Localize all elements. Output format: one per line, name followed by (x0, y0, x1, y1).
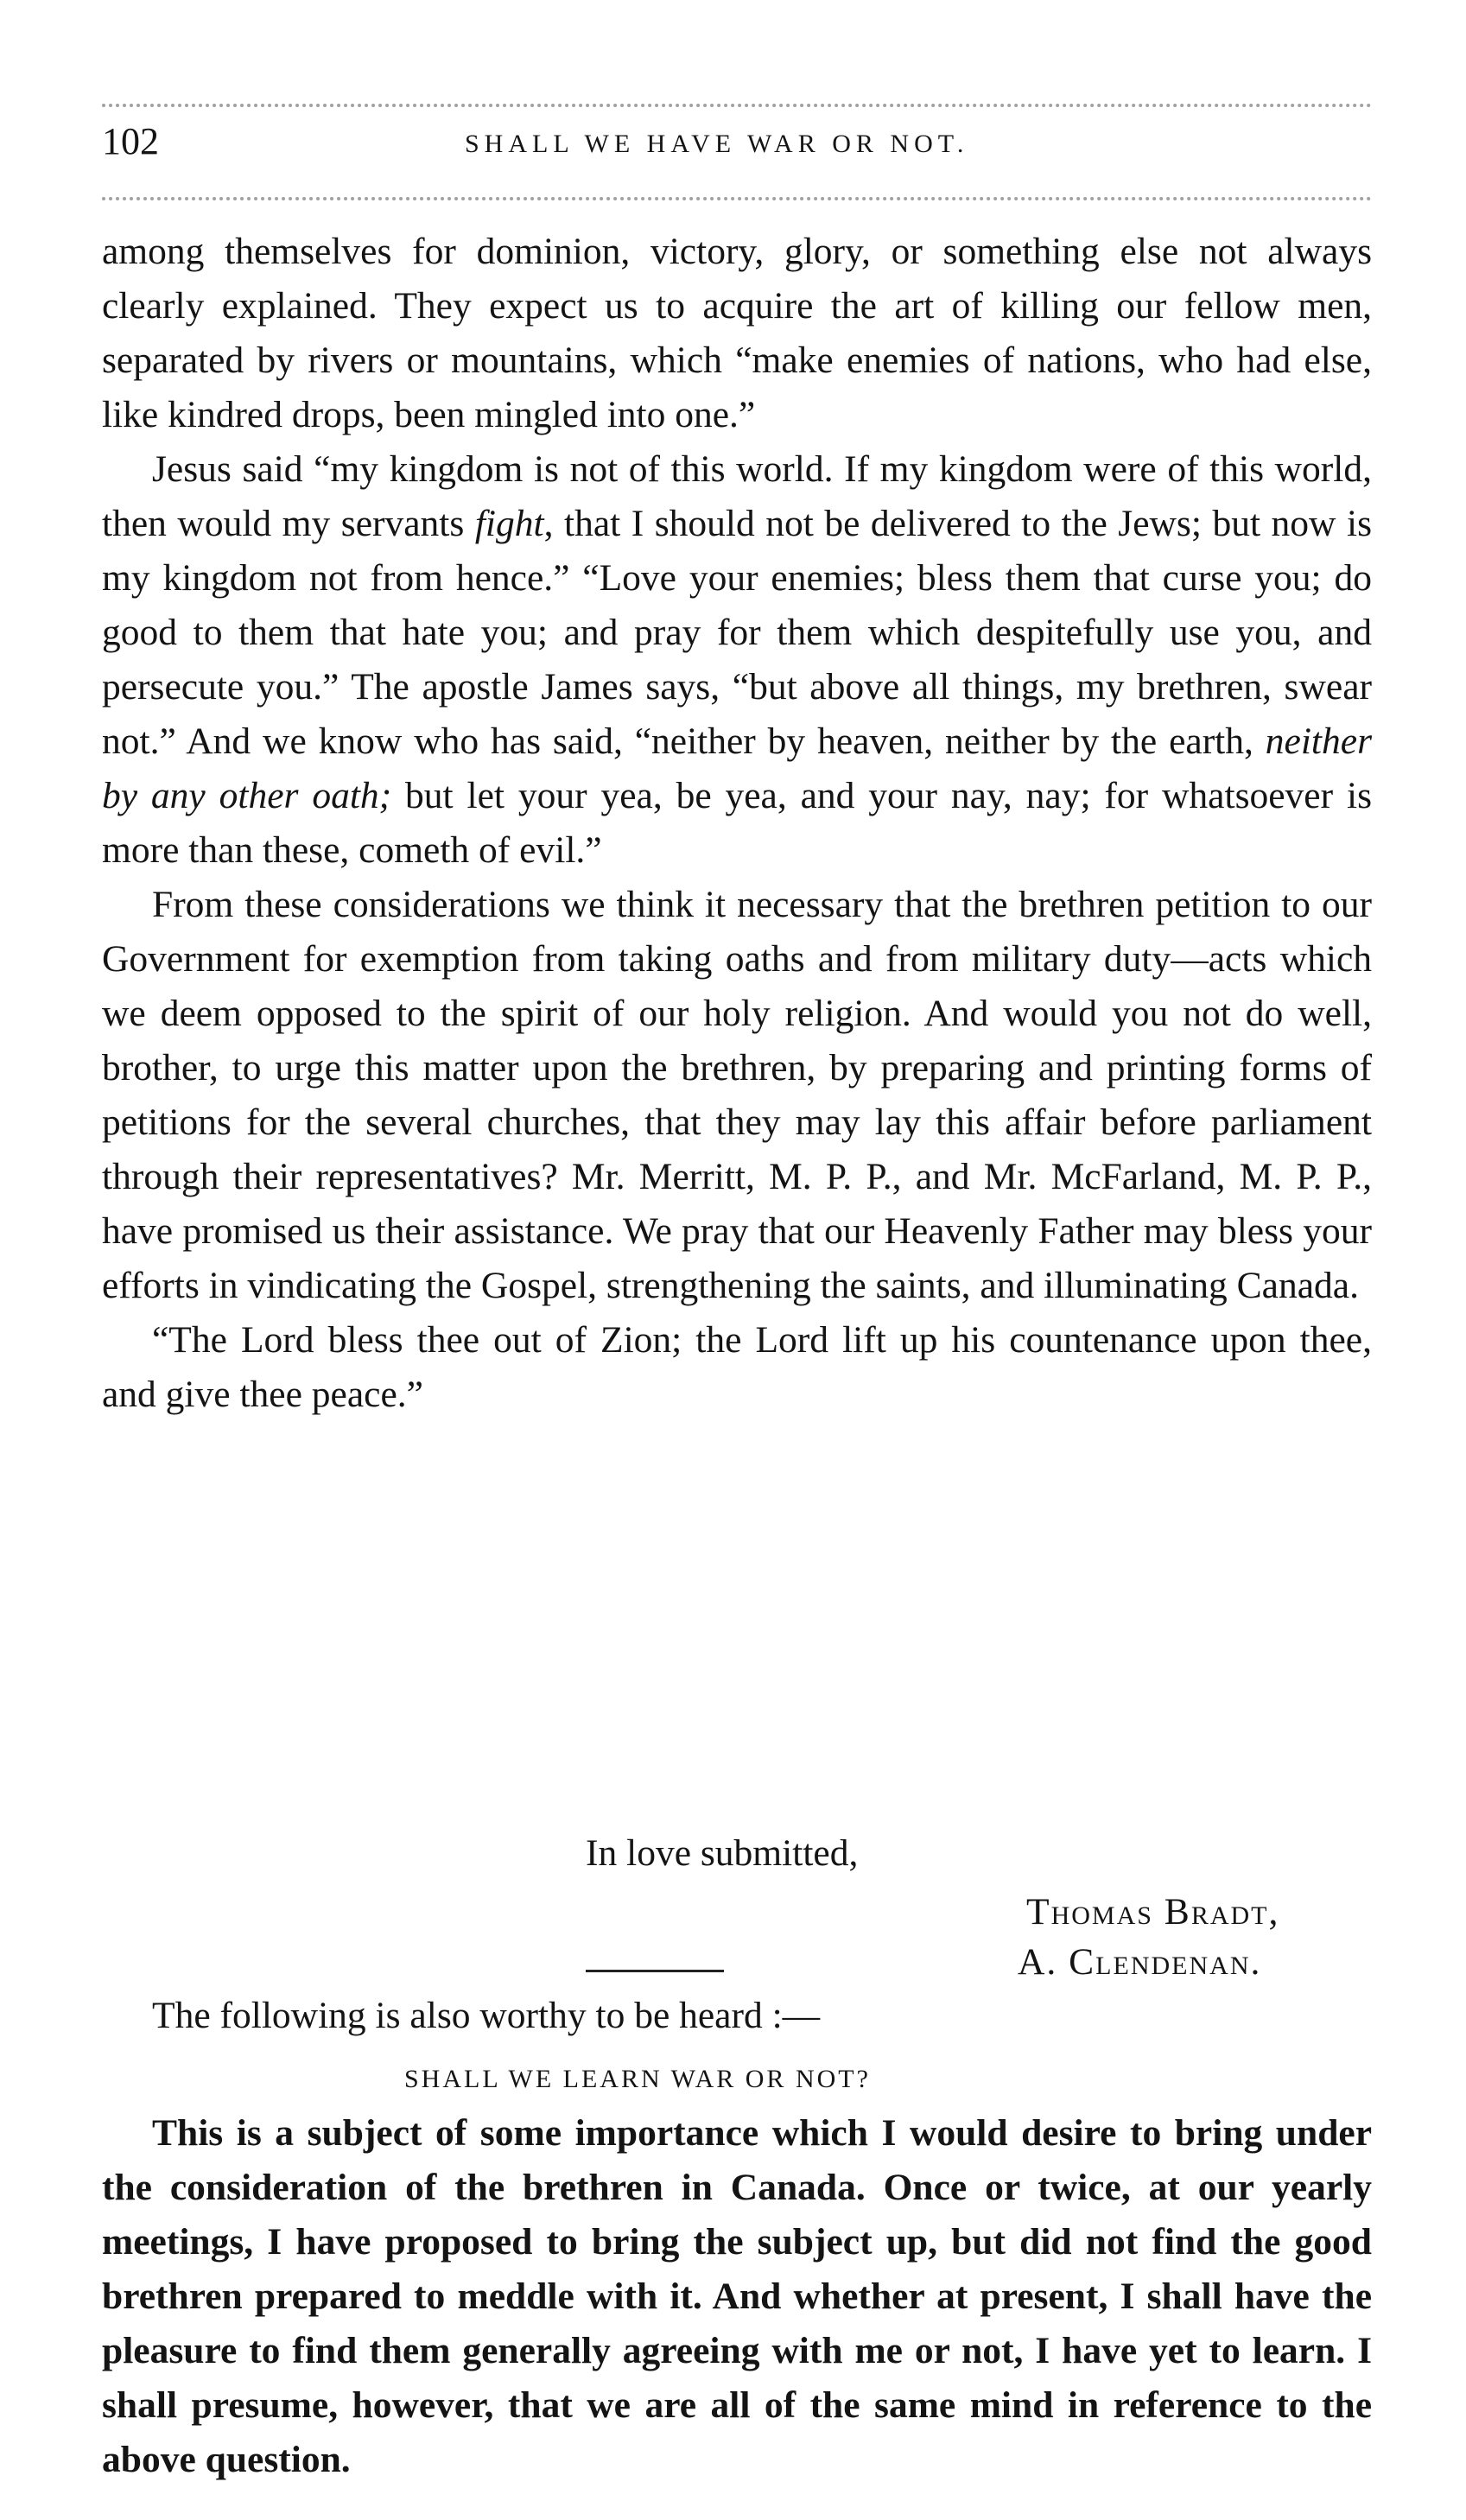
page (102, 104, 1372, 2480)
paragraph-2-fight: fight (474, 503, 544, 544)
paragraph-2-oath: neither by any other oath; (102, 720, 1372, 816)
running-title: SHALL WE HAVE WAR OR NOT. (465, 130, 969, 158)
paragraph-2-part-a: Jesus said “my kingdom is not of this world. If my kingdom were of this world, then would my servants (102, 448, 1372, 544)
paragraph-5 (102, 2106, 1372, 2487)
paragraph-3: From these considerations we think it necessary that the brethren petition to our Government for exemption from taking oaths and from military duty—acts which we deem opposed to the spirit of our holy religion. And would you not do well, brother, to urge this matter upon the brethren, by preparing and printing forms of petitions for the several churches, that they may lay this affair before parliament through their representatives? Mr. Merritt, M. P. P., and Mr. McFarland, M. P. P., have promised us their assistance. We pray that our Heavenly Father may bless your efforts in vindicating the Gospel, strengthening the saints, and illuminating Canada. (102, 884, 1372, 1306)
subheading: SHALL WE LEARN WAR OR NOT? (404, 2065, 871, 2093)
closing-line: In love submitted, (586, 1832, 859, 1874)
paragraph-4: “The Lord bless thee out of Zion; the Lord lift up his countenance upon thee, and give thee peace.” (102, 1319, 1372, 1415)
paragraph-5-text: This is a subject of some importance which I would desire to bring under the consideration of the brethren in Canada. Once or twice, at our yearly meetings, I have proposed to bring the subject up, but did not find the good brethren prepared to meddle with it. And whether at present, I shall have the pleasure to find them generally agreeing with me or not, I have yet to learn. I shall presume, however, that we are all of the same mind in reference to the above question. (102, 2112, 1372, 2480)
section-divider (586, 1970, 724, 1972)
page-number: 102 (102, 120, 159, 162)
signatory-2: A. Clendenan. (1018, 1941, 1262, 1983)
paragraph-2-part-c: but let your yea, be yea, and your nay, nay; for whatsoever is more than these, cometh of evil.” (102, 775, 1372, 871)
body-text (102, 225, 1372, 1422)
header-dotted-rule (102, 197, 1372, 209)
intro-line: The following is also worthy to be heard :— (152, 1995, 821, 2036)
paragraph-2-part-b: , that I should not be delivered to the Jews; but now is my kingdom not from hence.” “Love your enemies; bless them that curse you; do good to them that hate you; and pray for them which despitefully use you, and persecute you.” The apostle James says, “but above all things, my brethren, swear not.” And we know who has said, “neither by heaven, neither by the earth, (102, 503, 1372, 762)
paragraph-2 (102, 442, 1372, 878)
signatory-1: Thomas Bradt, (1026, 1891, 1280, 1933)
running-head (102, 104, 1372, 164)
paragraph-1: among themselves for dominion, victory, glory, or something else not always clearly explained. They expect us to acquire the art of killing our fellow men, separated by rivers or mountains, which “make enemies of nations, who had else, like kindred drops, been mingled into one.” (102, 231, 1372, 435)
